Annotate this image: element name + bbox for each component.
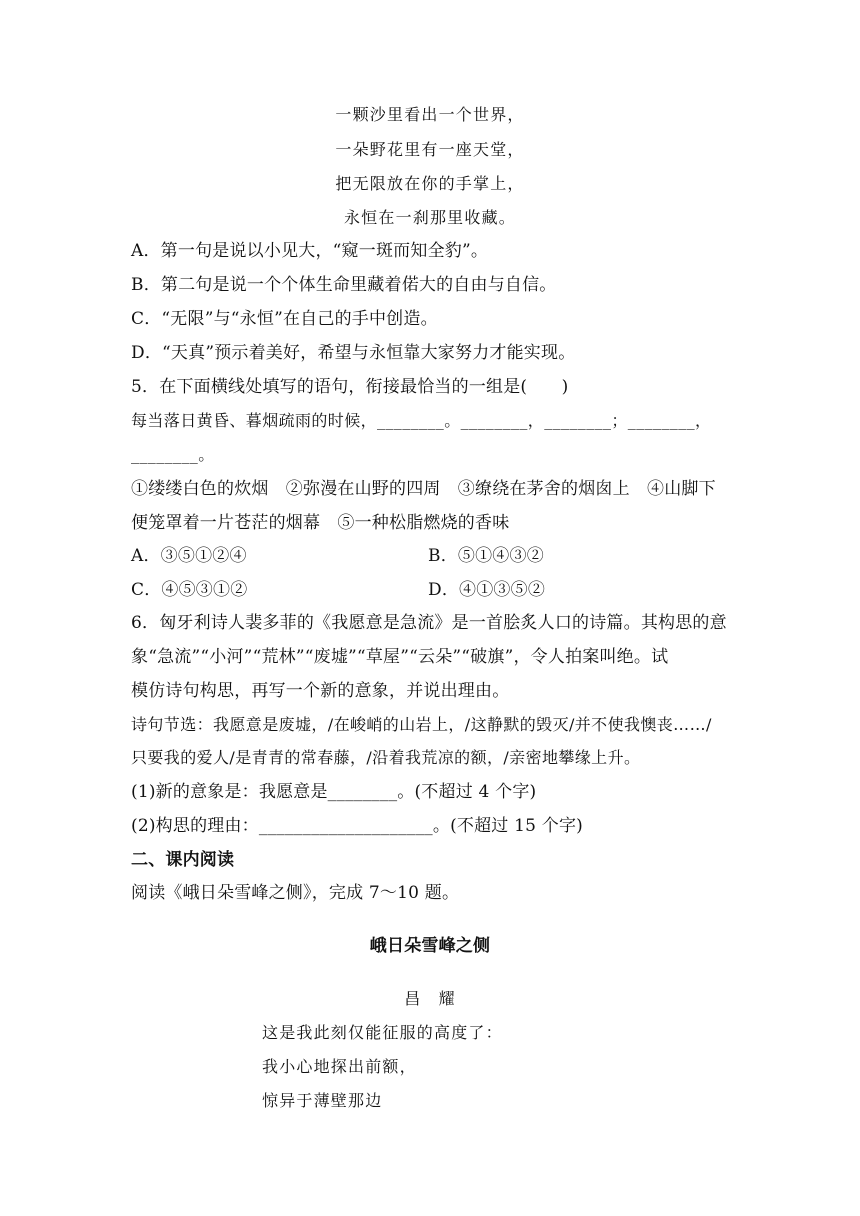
q5-option-b: B．⑤①④③② <box>428 546 544 566</box>
q5-passage-line-1: 每当落日黄昏、暮烟疏雨的时候，________。________，________；________， <box>131 411 712 430</box>
q4-option-c: C．“无限”与“永恒”在自己的手中创造。 <box>131 309 438 329</box>
q4-option-a: A．第一句是说以小见大，“窥一斑而知全豹”。 <box>131 241 489 261</box>
section-heading: 二、课内阅读 <box>131 850 235 870</box>
q4-option-d: D．“天真”预示着美好，希望与永恒靠大家努力才能实现。 <box>131 343 576 363</box>
poem-body-line-3: 惊异于薄壁那边 <box>262 1091 383 1110</box>
poem-title: 峨日朵雪峰之侧 <box>369 936 491 956</box>
q6-excerpt-line-2: 只要我的爱人/是青青的常春藤，/沿着我荒凉的额，/亲密地攀缘上升。 <box>131 748 641 767</box>
q6-sub-question-2: (2)构思的理由：____________________。(不超过 15 个字) <box>131 816 583 836</box>
q4-option-b: B．第二句是说一个个体生命里藏着偌大的自由与自信。 <box>131 275 557 295</box>
q5-option-c: C．④⑤③①② <box>131 580 248 600</box>
q6-stem-line-2: 象“急流”“小河”“荒林”“废墟”“草屋”“云朵”“破旗”，令人拍案叫绝。试 <box>131 647 669 667</box>
q6-sub-question-1: (1)新的意象是：我愿意是________。(不超过 4 个字) <box>131 782 537 802</box>
q5-items-line-1: ①缕缕白色的炊烟 ②弥漫在山野的四周 ③缭绕在茅舍的烟囱上 ④山脚下 <box>131 479 716 499</box>
q6-excerpt-line-1: 诗句节选：我愿意是废墟，/在峻峭的山岩上，/这静默的毁灭/并不使我懊丧……/ <box>131 715 712 734</box>
poem-line-2: 一朵野花里有一座天堂， <box>335 140 525 159</box>
q5-option-d: D．④①③⑤② <box>428 580 546 600</box>
q5-items-line-2: 便笼罩着一片苍茫的烟幕 ⑤一种松脂燃烧的香味 <box>131 513 510 533</box>
poem-author: 昌 耀 <box>404 989 456 1008</box>
section-instruction: 阅读《峨日朵雪峰之侧》，完成 7～10 题。 <box>131 883 460 903</box>
poem-line-1: 一颗沙里看出一个世界， <box>335 105 525 124</box>
poem-body-line-2: 我小心地探出前额， <box>262 1057 417 1076</box>
poem-line-4: 永恒在一刹那里收藏。 <box>343 208 516 227</box>
poem-line-3: 把无限放在你的手掌上， <box>335 174 525 193</box>
q5-passage-line-2: ________。 <box>131 445 215 464</box>
q6-stem-line-1: 6．匈牙利诗人裴多菲的《我愿意是急流》是一首脍炙人口的诗篇。其构思的意 <box>131 613 727 633</box>
q5-option-a: A．③⑤①②④ <box>131 546 247 566</box>
q6-stem-line-3: 模仿诗句构思，再写一个新的意象，并说出理由。 <box>131 681 510 701</box>
q5-stem: 5．在下面横线处填写的语句，衔接最恰当的一组是( ) <box>131 377 569 397</box>
poem-body-line-1: 这是我此刻仅能征服的高度了： <box>262 1023 503 1042</box>
